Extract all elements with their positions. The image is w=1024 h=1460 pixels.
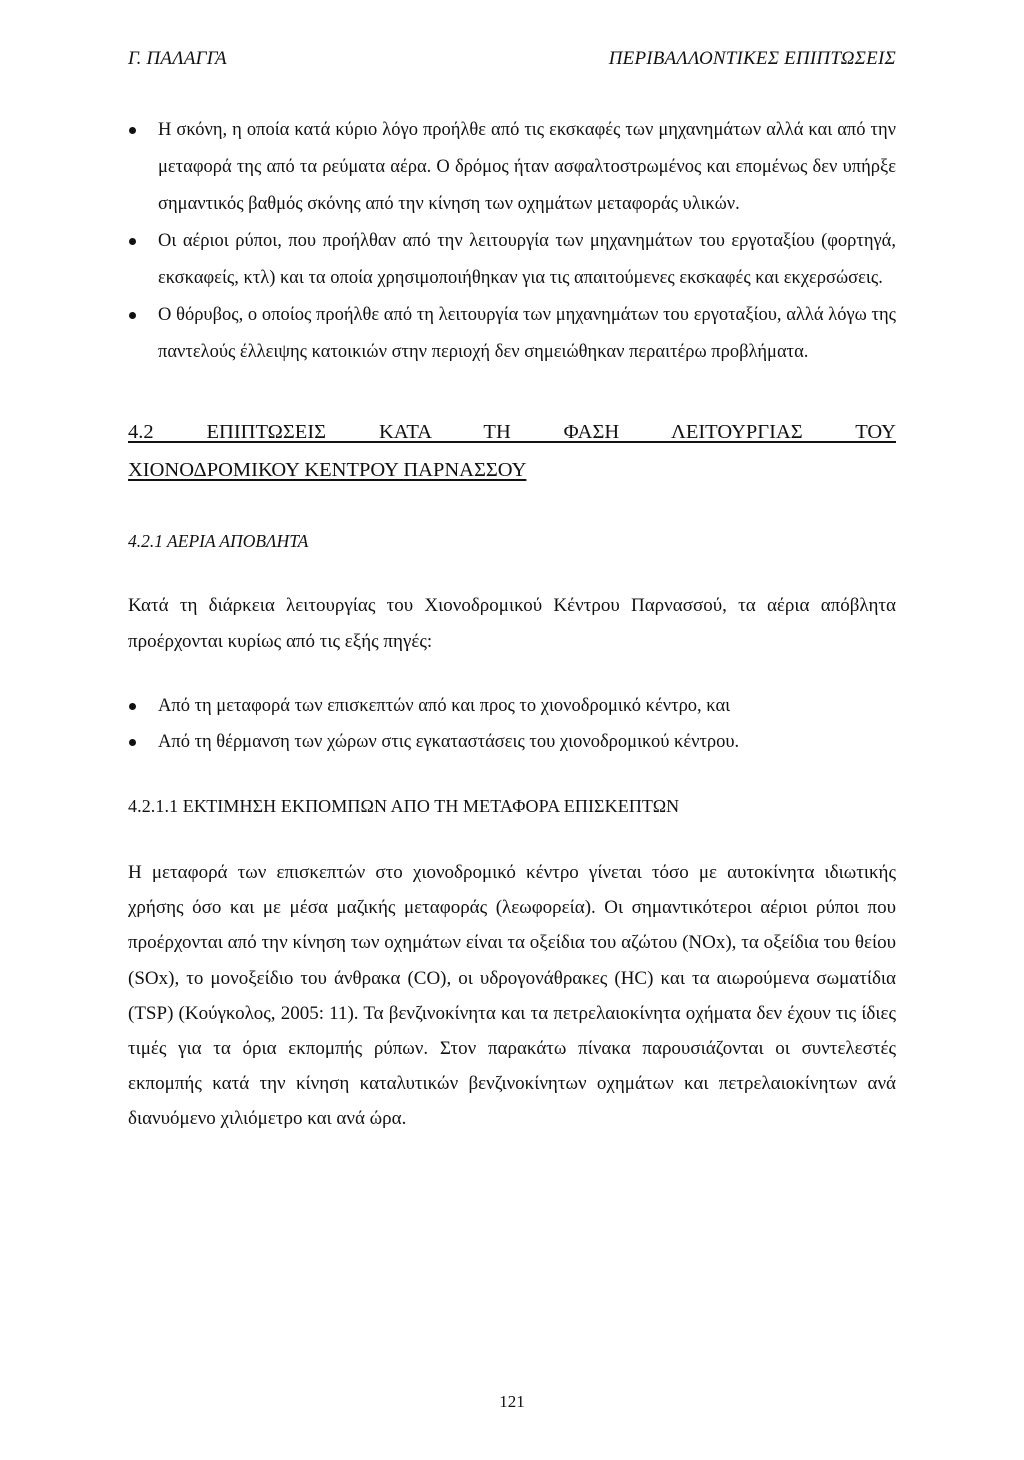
impacts-bullet-list — [128, 112, 896, 371]
section-heading — [128, 413, 896, 489]
subsubsection-heading: 4.2.1.1 ΕΚΤΙΜΗΣΗ ΕΚΠΟΜΠΩΝ ΑΠΟ ΤΗ ΜΕΤΑΦΟΡΑ ΕΠΙΣΚΕΠΤΩΝ — [128, 796, 680, 816]
header-author: Γ. ΠΑΛΑΓΓΑ — [128, 48, 227, 69]
running-header — [128, 48, 896, 70]
main-paragraph: Η μεταφορά των επισκεπτών στο χιονοδρομικό κέντρο γίνεται τόσο με αυτοκίνητα ιδιωτικής χρήσης όσο και με μέσα μαζικής μεταφοράς (λεωφορεία). Οι σημαντικότεροι αέριοι ρύποι που προέρχονται από την κίνηση των οχημάτων είναι τα οξείδια του αζώτου (NOx), τα οξείδια του θείου (SOx), το μονοξείδιο του άνθρακα (CO), οι υδρογονάθρακες (HC) και τα αιωρούμενα σωματίδια (TSP) (Κούγκολος, 2005: 11). Τα βενζινοκίνητα και τα πετρελαιοκίνητα οχήματα δεν έχουν τις ίδιες τιμές για τα όρια εκπομπής ρύπων. Στον παρακάτω πίνακα παρουσιάζονται οι συντελεστές εκπομπής κατά την κίνηση καταλυτικών βενζινοκίνητων οχημάτων και πετρελαιοκίνητων ανά διανυόμενο χιλιόμετρο και ανά ώρα. — [128, 862, 896, 1130]
source-visitor-transport: Από τη μεταφορά των επισκεπτών από και προς το χιονοδρομικό κέντρο, και — [128, 688, 896, 724]
page-number: 121 — [499, 1392, 525, 1411]
source-heating: Από τη θέρμανση των χώρων στις εγκαταστάσεις του χιονοδρομικού κέντρου. — [128, 724, 896, 760]
subsection-heading: 4.2.1 ΑΕΡΙΑ ΑΠΟΒΛΗΤΑ — [128, 531, 309, 551]
header-chapter-title: ΠΕΡΙΒΑΛΛΟΝΤΙΚΕΣ ΕΠΙΠΤΩΣΕΙΣ — [608, 48, 896, 69]
section-heading-line-1: 4.2 ΕΠΙΠΤΩΣΕΙΣ ΚΑΤΑ ΤΗ ΦΑΣΗ ΛΕΙΤΟΥΡΓΙΑΣ ΤΟΥ — [128, 421, 896, 443]
emission-sources-list — [128, 688, 896, 760]
section-heading-line-2: ΧΙΟΝΟΔΡΟΜΙΚΟΥ ΚΕΝΤΡΟΥ ΠΑΡΝΑΣΣΟΥ — [128, 459, 527, 481]
bullet-dust: Η σκόνη, η οποία κατά κύριο λόγο προήλθε από τις εκσκαφές των μηχανημάτων αλλά και από την μεταφορά της από τα ρεύματα αέρα. Ο δρόμος ήταν ασφαλτοστρωμένος και επομένως δεν υπήρξε σημαντικός βαθμός σκόνης από την κίνηση των οχημάτων μεταφοράς υλικών. — [128, 112, 896, 223]
page-content — [128, 112, 896, 1137]
intro-paragraph: Κατά τη διάρκεια λειτουργίας του Χιονοδρομικού Κέντρου Παρνασσού, τα αέρια απόβλητα προέρχονται κυρίως από τις εξής πηγές: — [128, 595, 896, 652]
bullet-noise: Ο θόρυβος, ο οποίος προήλθε από τη λειτουργία των μηχανημάτων του εργοταξίου, αλλά λόγω της παντελούς έλλειψης κατοικιών στην περιοχή δεν σημειώθηκαν περαιτέρω προβλήματα. — [128, 297, 896, 371]
bullet-air-pollutants: Οι αέριοι ρύποι, που προήλθαν από την λειτουργία των μηχανημάτων του εργοταξίου (φορτηγά, εκσκαφείς, κτλ) και τα οποία χρησιμοποιήθηκαν για τις απαιτούμενες εκσκαφές και εκχερσώσεις. — [128, 223, 896, 297]
